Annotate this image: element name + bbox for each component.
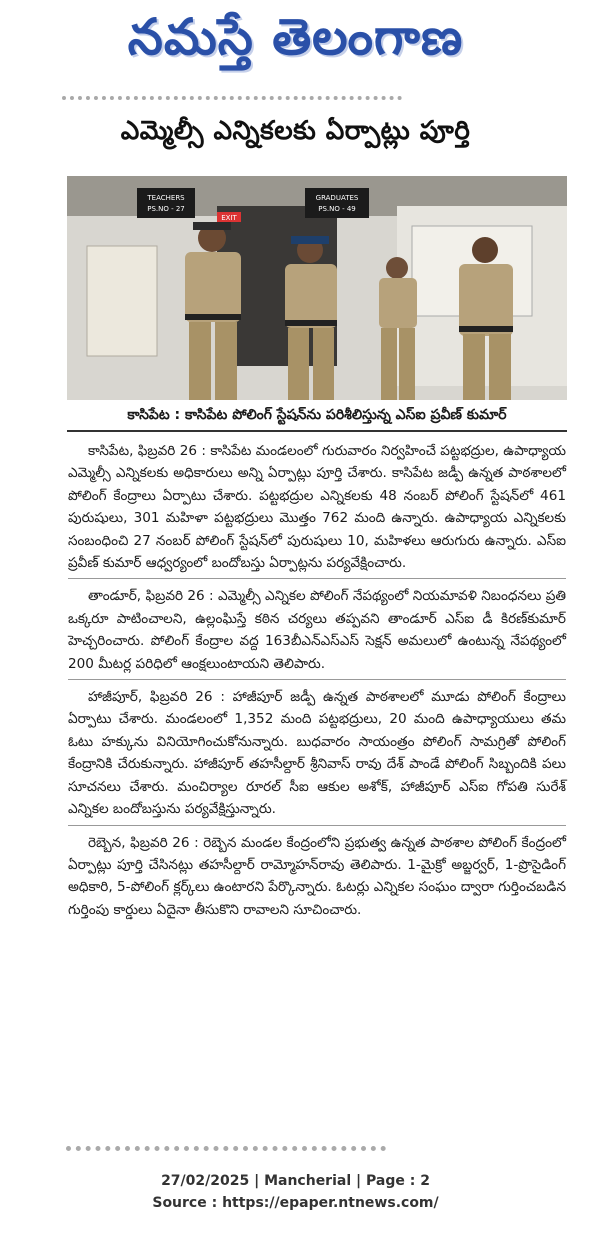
paragraph-rebbena: రెబ్బెన, ఫిబ్రవరి 26 : రెబ్బెన మండల కేంద్రంలోని ప్రభుత్వ ఉన్నత పాఠశాల పోలింగ్ కేంద్రంలో ఏర్పాట్లు పూర్తి చేసినట్లు తహసీల్దార్ రామ్మోహన్‌రావు తెలిపారు. 1-మైక్రో అబ్జర్వర్, 1-ప్రొసైడింగ్ అధికారి, 5-పోలింగ్ క్లర్క్‌లు ఉంటారని పేర్కొన్నారు. ఓటర్లు ఎన్నికల సంఘం ద్వారా గుర్తించబడిన గుర్తింపు కార్డులు ఏదైనా తీసుకొని రావాలని సూచించారు. xyxy=(68,834,566,918)
photo-caption: కాసిపేట : కాసిపేట పోలింగ్ స్టేషన్‌ను పరిశీలిస్తున్న ఎస్ఐ ప్రవీణ్ కుమార్ xyxy=(67,404,567,432)
photo-sign-left: TEACHERS xyxy=(147,194,185,202)
paragraph-hajipur: హాజీపూర్, ఫిబ్రవరి 26 : హాజీపూర్ జడ్పీ ఉన్నత పాఠశాలలో మూడు పోలింగ్ కేంద్రాలు ఏర్పాటు చేశారు. మండలంలో 1,352 మంది పట్టభద్రులు, 20 మంది ఉపాధ్యాయులు తమ ఓటు హక్కును వినియోగించుకోనున్నారు. బుధవారం సాయంత్రం పోలింగ్ సామగ్రితో పోలింగ్ కేంద్రానికి చేరుకున్నారు. హాజీపూర్ తహసీల్దార్ శ్రీనివాస్ రావు దేశ్ పాండే పోలింగ్ సిబ్బందికి పలు సూచనలు చేశారు. మంచిర్యాల రూరల్ సీఐ ఆకుల అశోక్, హాజీపూర్ ఎస్ఐ గోపతి సురేశ్ ఎన్నికల బందోబస్తును పర్యవేక్షిస్తున్నారు. xyxy=(68,689,566,818)
article-headline: ఎమ్మెల్సీ ఎన్నికలకు ఏర్పాట్లు పూర్తి xyxy=(120,116,471,146)
clipped-text-remnant xyxy=(62,96,402,110)
section-divider xyxy=(68,679,566,680)
svg-text:EXIT: EXIT xyxy=(221,214,237,222)
footer xyxy=(0,1170,591,1214)
paragraph-tandur: తాండూర్, ఫిబ్రవరి 26 : ఎమ్మెల్సీ ఎన్నికల పోలింగ్ నేపథ్యంలో నియమావళి నిబంధనలు ప్రతి ఒక్కరూ పాటించాలని, ఉల్లంఘిస్తే కఠిన చర్యలు తప్పవని తాండూర్ ఎస్ఐ డీ కిరణ్‌కుమార్ హెచ్చరించారు. పోలింగ్ కేంద్రాల వద్ద 163బీఎన్ఎస్ఎస్ సెక్షన్ అమలులో ఉంటున్న నేపథ్యంలో 200 మీటర్ల పరిధిలో ఆంక్షలుంటాయని తెలిపారు. xyxy=(68,588,566,672)
masthead-title: నమస్తే తెలంగాణ xyxy=(127,7,464,66)
svg-text:PS.NO - 49: PS.NO - 49 xyxy=(318,205,356,213)
section-divider xyxy=(68,578,566,579)
photo-sign-right: GRADUATES xyxy=(315,194,359,202)
masthead xyxy=(0,4,591,82)
section-divider xyxy=(68,825,566,826)
footer-source-link[interactable]: Source : https://epaper.ntnews.com/ xyxy=(152,1195,439,1211)
article-body xyxy=(68,440,566,925)
footer-date-edition: 27/02/2025 | Mancherial | Page : 2 xyxy=(161,1173,430,1189)
paragraph-kasipet: కాసిపేట, ఫిబ్రవరి 26 : కాసిపేట మండలంలో గురువారం నిర్వహించే పట్టభద్రుల, ఉపాధ్యాయ ఎమ్మెల్సీ ఎన్నికలకు అధికారులు అన్ని ఏర్పాట్లు పూర్తి చేశారు. కాసిపేట జడ్పీ ఉన్నత పాఠశాలలో పోలింగ్ కేంద్రాలు ఏర్పాటు చేశారు. పట్టభద్రుల ఎన్నికలకు 48 నంబర్ పోలింగ్ స్టేషన్‌లో 461 పురుషులు, 301 మహిళా పట్టభద్రులు మొత్తం 762 మంది ఉన్నారు. ఉపాధ్యాయ ఎన్నికలకు సంబంధించి 27 నంబర్ పోలింగ్ స్టేషన్‌లో పురుషులు 10, మహిళలు ఆరుగురు ఉన్నారు. ఎస్ఐ ప్రవీణ్ కుమార్ ఆధ్వర్యంలో బందోబస్తు ఏర్పాట్లను పర్యవేక్షించారు. xyxy=(68,443,566,572)
clipped-text-remnant xyxy=(66,1146,386,1157)
svg-text:PS.NO - 27: PS.NO - 27 xyxy=(147,205,185,213)
photo-illustration xyxy=(67,176,567,400)
article-photo xyxy=(67,176,567,400)
